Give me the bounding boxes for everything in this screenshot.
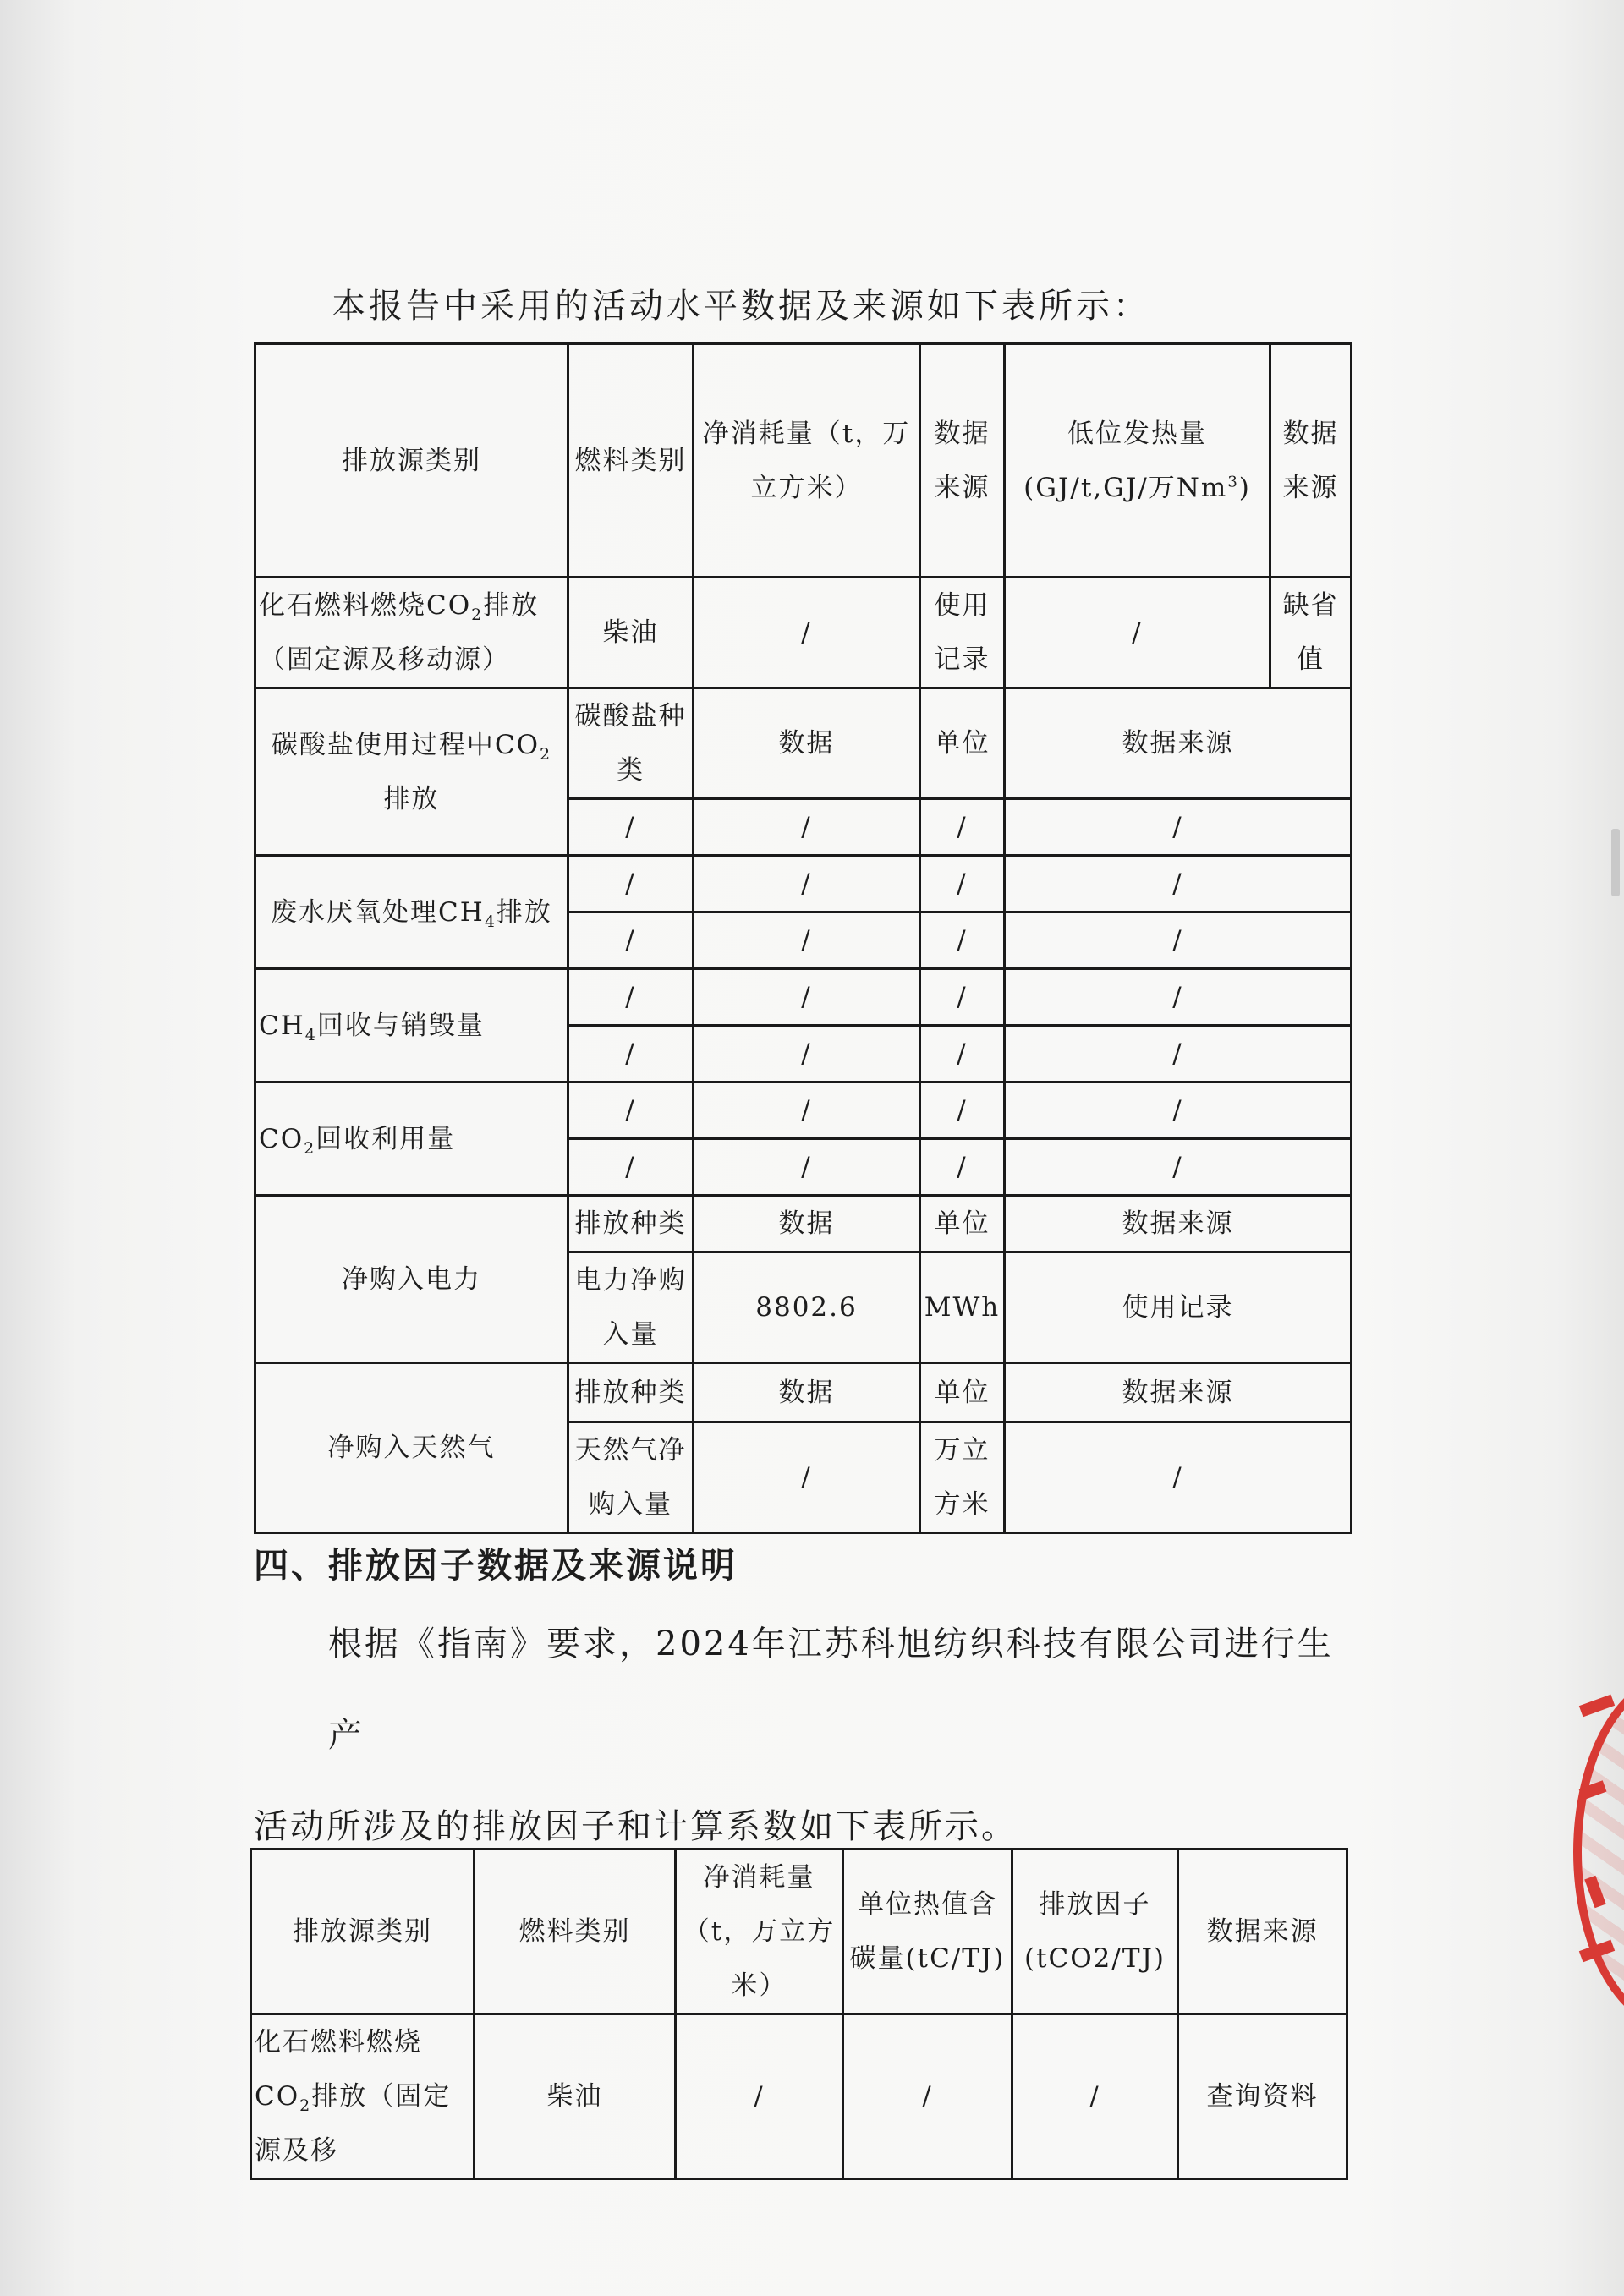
electricity-header-row: [255, 1196, 1352, 1252]
t2-fossil-source: 查询资料: [1178, 2014, 1347, 2179]
t2-fossil-factor: /: [1012, 2014, 1178, 2179]
natural-gas-value: /: [694, 1422, 920, 1533]
ch4-recovery-category: $CH_4$回收与销毁量: [255, 969, 568, 1082]
natural-gas-unit: 万立方米: [920, 1422, 1005, 1533]
table-cell: /: [568, 1026, 694, 1082]
header-lower-heating-value: 低位发热量(GJ/t,GJ/万Nm$^3$): [1005, 344, 1270, 578]
electricity-category: 净购入电力: [255, 1196, 568, 1363]
table-cell: /: [694, 969, 920, 1026]
natural-gas-data-header: 数据: [694, 1363, 920, 1422]
table-cell: /: [920, 856, 1005, 912]
table2-header-row: [251, 1849, 1347, 2014]
co2-recovery-category: $CO_2$回收利用量: [255, 1082, 568, 1196]
table-cell: /: [1005, 1139, 1352, 1196]
t2-header-carbon-content: 单位热值含碳量(tC/TJ): [843, 1849, 1012, 2014]
co2-recovery-row-1: [255, 1082, 1352, 1139]
natural-gas-category: 净购入天然气: [255, 1363, 568, 1533]
carbonate-unit-header: 单位: [920, 688, 1005, 799]
t2-fossil-category: 化石燃料燃烧$CO_2$排放（固定源及移: [251, 2014, 475, 2179]
electricity-type: 电力净购入量: [568, 1252, 694, 1363]
table-cell: /: [920, 799, 1005, 856]
red-seal-stamp: [1573, 1674, 1624, 2030]
natural-gas-unit-header: 单位: [920, 1363, 1005, 1422]
table-cell: /: [1005, 799, 1352, 856]
fossil-heating-value: /: [1005, 578, 1270, 688]
table-cell: /: [568, 912, 694, 969]
table-cell: /: [1005, 1026, 1352, 1082]
table-cell: /: [568, 969, 694, 1026]
wastewater-category: 废水厌氧处理$CH_4$排放: [255, 856, 568, 969]
fossil-consumption: /: [694, 578, 920, 688]
t2-header-data-source: 数据来源: [1178, 1849, 1347, 2014]
t2-fossil-consumption: /: [676, 2014, 843, 2179]
emission-factor-table: [250, 1848, 1348, 2180]
t2-fossil-fuel: 柴油: [475, 2014, 676, 2179]
table-cell: /: [920, 969, 1005, 1026]
table-cell: /: [568, 1139, 694, 1196]
wastewater-row-1: [255, 856, 1352, 912]
fossil-source-2: 缺省值: [1270, 578, 1352, 688]
table-cell: /: [1005, 856, 1352, 912]
header-data-source: 数据来源: [920, 344, 1005, 578]
natural-gas-header-row: [255, 1363, 1352, 1422]
carbonate-type-header: 碳酸盐种类: [568, 688, 694, 799]
carbonate-category: 碳酸盐使用过程中$CO_2$排放: [255, 688, 568, 856]
paragraph-line-2: 活动所涉及的排放因子和计算系数如下表所示。: [254, 1807, 1018, 1846]
natural-gas-type: 天然气净购入量: [568, 1422, 694, 1533]
table-cell: /: [920, 912, 1005, 969]
table-cell: /: [920, 1026, 1005, 1082]
t2-header-emission-factor: 排放因子(tCO2/TJ): [1012, 1849, 1178, 2014]
t2-fossil-carbon: /: [843, 2014, 1012, 2179]
fossil-source: 使用记录: [920, 578, 1005, 688]
table-cell: /: [694, 1026, 920, 1082]
table-cell: /: [694, 799, 920, 856]
natural-gas-type-header: 排放种类: [568, 1363, 694, 1422]
electricity-unit: MWh: [920, 1252, 1005, 1363]
activity-data-table: [254, 342, 1352, 1534]
electricity-value: 8802.6: [694, 1252, 920, 1363]
electricity-source-header: 数据来源: [1005, 1196, 1352, 1252]
ch4-recovery-row-1: [255, 969, 1352, 1026]
table-cell: /: [568, 799, 694, 856]
header-data-source-2: 数据来源: [1270, 344, 1352, 578]
carbonate-source-header: 数据来源: [1005, 688, 1352, 799]
fossil-fuel-row: [255, 578, 1352, 688]
table-cell: /: [920, 1082, 1005, 1139]
header-net-consumption: 净消耗量（t，万立方米）: [694, 344, 920, 578]
electricity-source: 使用记录: [1005, 1252, 1352, 1363]
table-cell: /: [1005, 912, 1352, 969]
section-heading: 四、排放因子数据及来源说明: [254, 1545, 738, 1586]
fossil-category: 化石燃料燃烧$CO_2$排放（固定源及移动源）: [255, 578, 568, 688]
table-cell: /: [694, 912, 920, 969]
t2-header-source-category: 排放源类别: [251, 1849, 475, 2014]
table-cell: /: [694, 856, 920, 912]
table-cell: /: [920, 1139, 1005, 1196]
body-paragraph: [254, 1598, 1353, 1872]
natural-gas-source-header: 数据来源: [1005, 1363, 1352, 1422]
table-cell: /: [1005, 1082, 1352, 1139]
header-fuel-type: 燃料类别: [568, 344, 694, 578]
electricity-type-header: 排放种类: [568, 1196, 694, 1252]
table-cell: /: [1005, 969, 1352, 1026]
carbonate-header-row: [255, 688, 1352, 799]
natural-gas-source: /: [1005, 1422, 1352, 1533]
table1-header-row: [255, 344, 1352, 578]
table2-fossil-row: [251, 2014, 1347, 2179]
carbonate-data-header: 数据: [694, 688, 920, 799]
table-cell: /: [694, 1139, 920, 1196]
intro-text: 本报告中采用的活动水平数据及来源如下表所示：: [332, 287, 1150, 326]
electricity-data-header: 数据: [694, 1196, 920, 1252]
t2-header-fuel-type: 燃料类别: [475, 1849, 676, 2014]
binding-mark: [1611, 829, 1620, 896]
paragraph-line-1: 根据《指南》要求，2024年江苏科旭纺织科技有限公司进行生产: [328, 1625, 1334, 1755]
electricity-unit-header: 单位: [920, 1196, 1005, 1252]
table-cell: /: [568, 856, 694, 912]
table-cell: /: [694, 1082, 920, 1139]
header-source-category: 排放源类别: [255, 344, 568, 578]
fossil-fuel: 柴油: [568, 578, 694, 688]
t2-header-net-consumption: 净消耗量（t，万立方米）: [676, 1849, 843, 2014]
table-cell: /: [568, 1082, 694, 1139]
